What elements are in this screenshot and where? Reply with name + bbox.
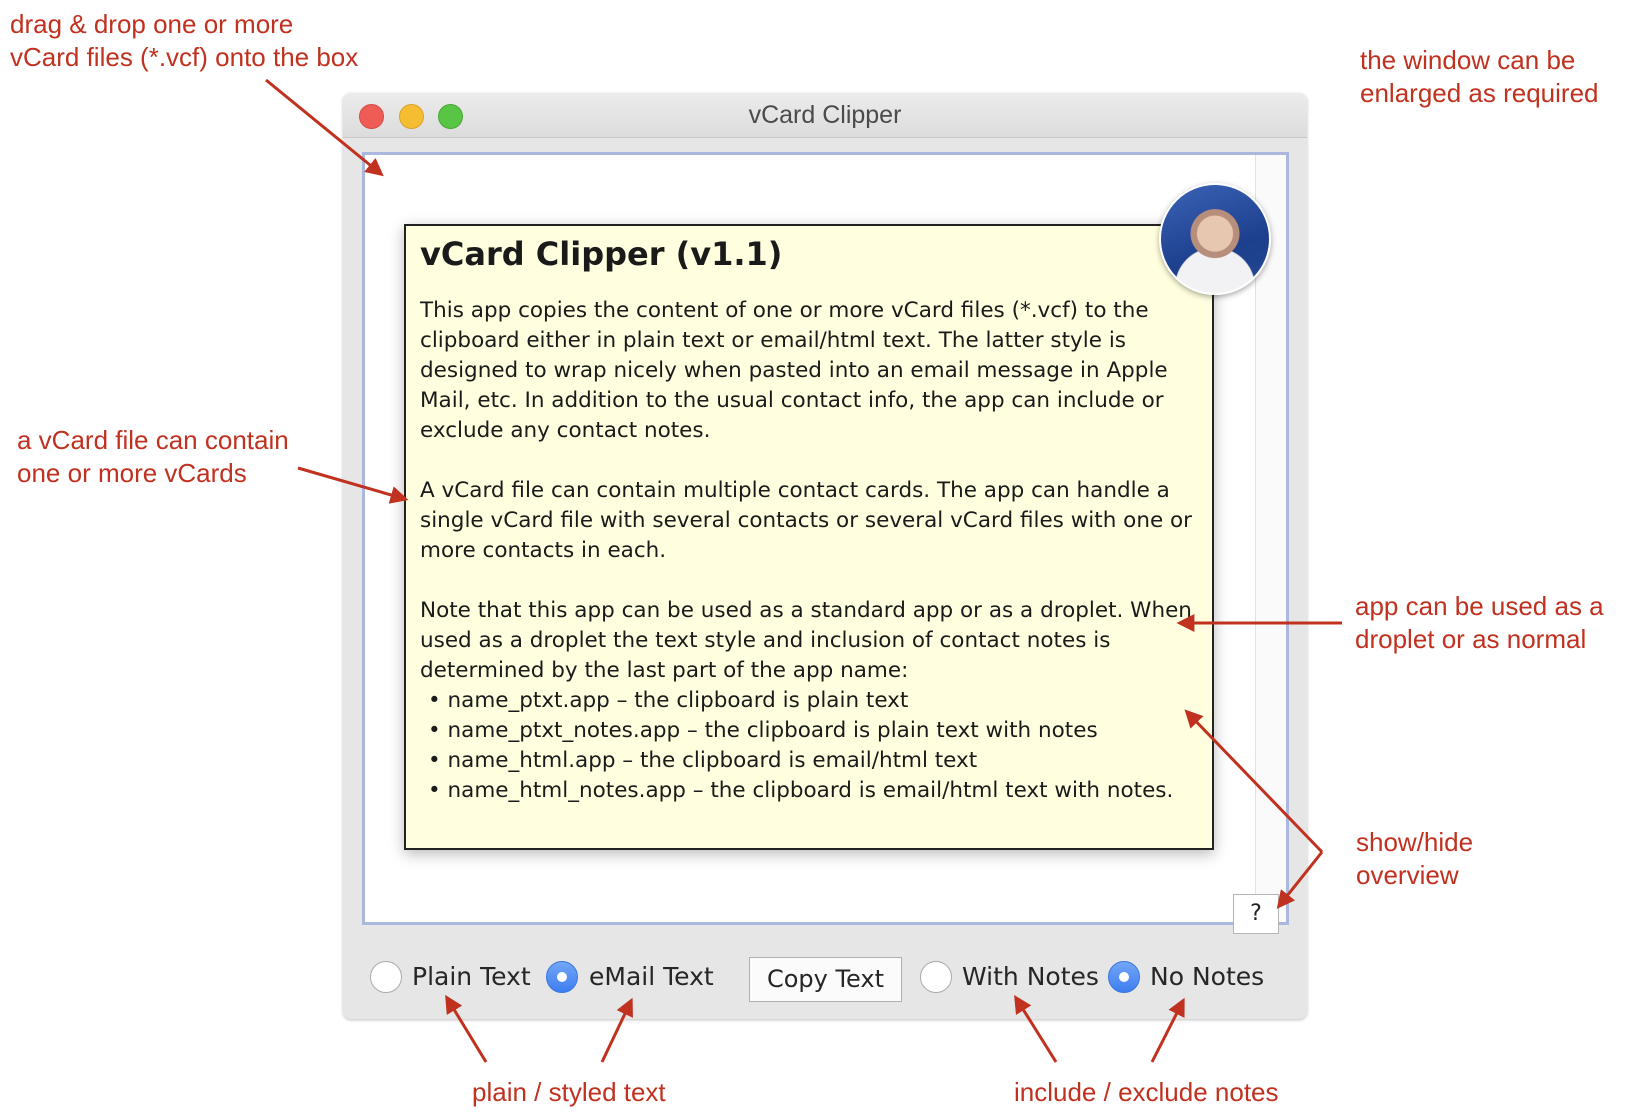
plain-text-radio[interactable] xyxy=(370,961,402,993)
annotation-show-hide: show/hide overview xyxy=(1356,827,1474,890)
help-toggle-button[interactable]: ? xyxy=(1233,894,1279,934)
list-item: • name_html.app – the clipboard is email/html text xyxy=(420,746,1198,776)
list-item: • name_ptxt.app – the clipboard is plain text xyxy=(420,686,1198,716)
window-title: vCard Clipper xyxy=(748,101,902,129)
list-item: • name_html_notes.app – the clipboard is email/html text with notes. xyxy=(420,776,1198,806)
annotation-include-exclude: include / exclude notes xyxy=(1014,1077,1279,1107)
options-bar xyxy=(343,948,1307,1008)
overview-paragraph: This app copies the content of one or more vCard files (*.vcf) to the clipboard either in plain text or email/html text. The latter style is designed to wrap nicely when pasted into an email message in Apple Mail, etc. In addition to the usual contact info, the app can include or exclude any contact notes. xyxy=(420,298,1168,443)
title-bar[interactable] xyxy=(343,93,1307,138)
overview-paragraph: Note that this app can be used as a standard app or as a droplet. When used as a droplet the text style and inclusion of contact notes is determined by the last part of the app name: xyxy=(420,598,1192,683)
overview-heading: vCard Clipper (v1.1) xyxy=(420,235,783,273)
annotation-multiple-vcards: a vCard file can contain one or more vCards xyxy=(17,425,289,488)
copy-text-button[interactable]: Copy Text xyxy=(749,957,902,1002)
no-notes-radio[interactable] xyxy=(1108,961,1140,993)
annotation-enlarge: the window can be enlarged as required xyxy=(1360,45,1599,108)
author-avatar xyxy=(1159,183,1271,295)
annotation-plain-styled: plain / styled text xyxy=(472,1077,666,1107)
email-text-label[interactable]: eMail Text xyxy=(589,962,714,991)
with-notes-label[interactable]: With Notes xyxy=(962,962,1099,991)
with-notes-radio[interactable] xyxy=(920,961,952,993)
annotation-drag-drop: drag & drop one or more vCard files (*.vcf) onto the box xyxy=(10,9,359,72)
annotation-droplet: app can be used as a droplet or as normal xyxy=(1355,591,1604,654)
list-item: • name_ptxt_notes.app – the clipboard is plain text with notes xyxy=(420,716,1198,746)
app-name-list xyxy=(420,686,1198,806)
vcard-drop-box[interactable] xyxy=(362,152,1289,925)
no-notes-label[interactable]: No Notes xyxy=(1150,962,1265,991)
overview-paragraph: A vCard file can contain multiple contact cards. The app can handle a single vCard file with several contacts or several vCard files with one or more contacts in each. xyxy=(420,478,1193,563)
app-window xyxy=(343,93,1307,1019)
overview-panel xyxy=(404,224,1214,850)
email-text-radio[interactable] xyxy=(546,961,578,993)
plain-text-label[interactable]: Plain Text xyxy=(412,962,531,991)
